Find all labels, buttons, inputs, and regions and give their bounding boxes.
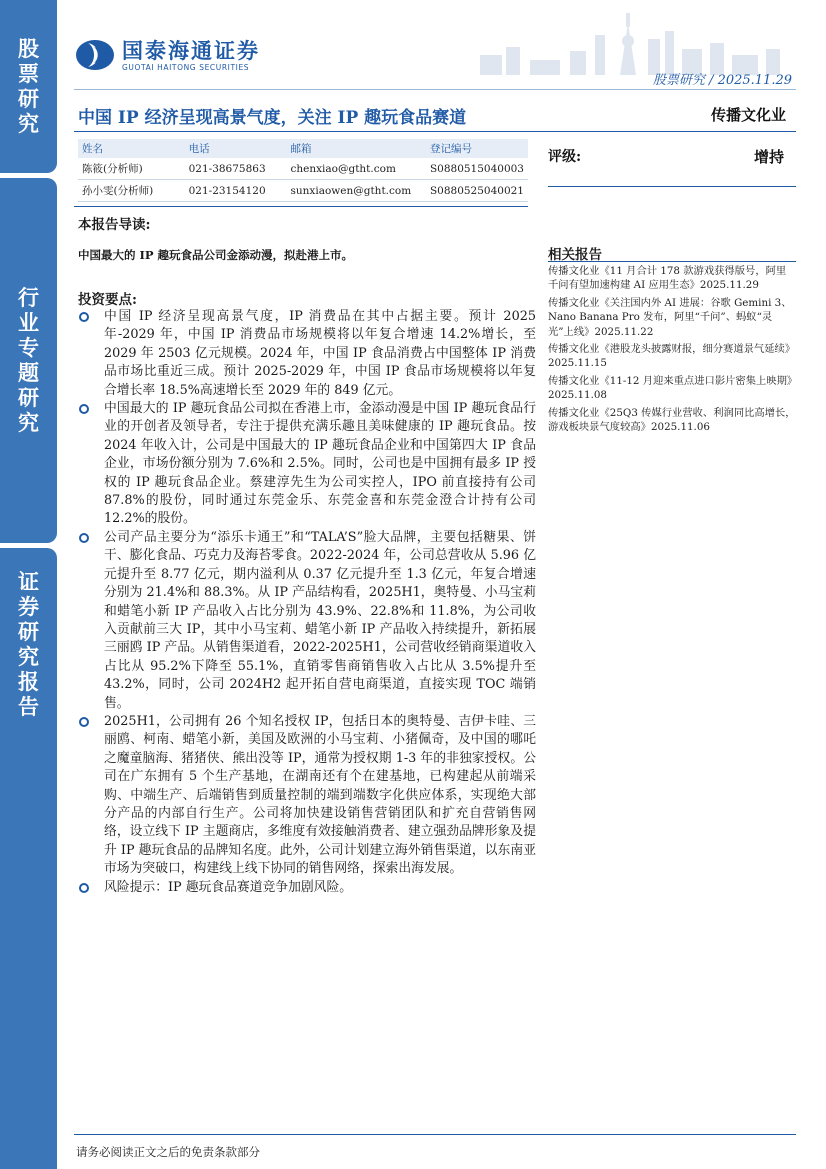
side-char: 研 — [18, 86, 39, 111]
point-text: 公司产品主要分为“添乐卡通王”和“TALA’S”脸大品牌，主要包括糖果、饼干、膨化食品、巧克力及海苔零食。2022-2024 年，公司总营收从 5.96 亿元提升至 8.77 亿元，期内溢利从 0.37 亿元提升至 1.3 亿元，年复合增速分别为 21.4%和 88.3%。从 IP 产品结构看，2025H1，奥特曼、小马宝莉和蜡笔小新 IP 产品收入占比分别为 43.9%、22.8%和 11.8%，为公司收入贡献前三大 IP，其中小马宝莉、蜡笔小新 IP 产品收入持续提升，新拓展三丽鸥 IP 产品。从销售渠道看，2022-2025H1，公司营收经销商渠道收入占比从 95.2%下降至 55.1%，直销零售商销售收入占比从 3.5%提升至 43.2%，同时，公司 2024H2 起开拓自营电商渠道，直接实现 TOC 端销售。 — [104, 529, 536, 711]
analyst-table-header — [78, 139, 528, 158]
related-report-link[interactable]: 传播文化业《25Q3 传媒行业营收、利润同比高增长，游戏板块景气度较高》2025.11.06 — [548, 406, 796, 434]
points-heading: 投资要点: — [78, 292, 137, 308]
related-reports-list — [548, 264, 796, 437]
point-text: 中国 IP 经济呈现高景气度，IP 消费品在其中占据主要。预计 2025 年-2029 年，中国 IP 消费品市场规模将以年复合增速 14.2%增长，至 2029 年 2503 亿元规模。2024 年，中国 IP 食品消费占中国整体 IP 消费品市场比重近三成。预计 2025-2029 年，中国 IP 食品市场规模将以年复合增长率 18.5%高速增长至 2029 年的 849 亿元。 — [104, 309, 536, 398]
related-divider — [548, 261, 796, 262]
analyst-name: 孙小雯(分析师) — [78, 180, 185, 202]
side-char: 票 — [18, 61, 39, 86]
logo-mark-icon — [74, 38, 116, 72]
point-text: 2025H1，公司拥有 26 个知名授权 IP，包括日本的奥特曼、吉伊卡哇、三丽鸥、柯南、蜡笔小新，美国及欧洲的小马宝莉、小猪佩奇，及中国的哪吒之魔童脑海、猪猪侠、熊出没等 IP，通常为授权期 1-3 年的非独家授权。公司在广东拥有 5 个生产基地，在湖南还有个在建基地，已构建起从前端采购、中端生产、后端销售到质量控制的端到端数字化供应体系，实现绝大部分产品的内部自行生产。公司将加快建设销售营销团队和扩充自营销售网络，设立线下 IP 主题商店，多维度有效接触消费者、建立强劲品牌形象及提升 IP 趣玩食品的品牌知名度。此外，公司计划建立海外销售渠道，以东南亚市场为突破口，构建线上线下协同的销售网络，探索出海发展。 — [104, 713, 536, 877]
related-report-link[interactable]: 传播文化业《11-12 月迎来重点进口影片密集上映期》2025.11.08 — [548, 374, 793, 402]
column-header-name: 姓名 — [78, 139, 185, 158]
analyst-email: sunxiaowen@gtht.com — [287, 180, 426, 202]
side-char: 专 — [18, 335, 39, 360]
side-char: 股 — [18, 36, 39, 61]
side-char: 究 — [18, 111, 39, 136]
side-tab-stock-research — [0, 0, 57, 173]
side-char: 研 — [18, 620, 39, 644]
investment-points-list — [76, 308, 536, 897]
industry-name: 传播文化业 — [710, 106, 786, 124]
side-char: 告 — [18, 695, 39, 719]
header-divider — [74, 89, 796, 90]
related-report-link[interactable]: 传播文化业《11 月合计 178 款游戏获得版号，阿里千问有望加速构建 AI 应用生态》2025.11.29 — [548, 265, 787, 292]
point-text: 风险提示：IP 趣玩食品赛道竞争加剧风险。 — [104, 879, 353, 895]
list-item — [76, 400, 536, 529]
guide-divider — [74, 206, 528, 207]
circle-bullet-icon — [79, 717, 89, 727]
table-row — [78, 180, 528, 202]
analyst-name: 陈筱(分析师) — [78, 158, 185, 180]
circle-bullet-icon — [79, 404, 89, 414]
title-divider — [74, 131, 796, 132]
logo-name-en: GUOTAI HAITONG SECURITIES — [122, 62, 250, 72]
company-logo — [74, 38, 260, 72]
related-report-link[interactable]: 传播文化业《港股龙头披露财报，细分赛道景气延续》2025.11.15 — [548, 343, 796, 370]
rating-label: 评级: — [548, 149, 582, 165]
footer-divider — [74, 1134, 796, 1135]
list-item — [76, 529, 536, 713]
logo-name-cn: 国泰海通证券 — [122, 38, 260, 63]
circle-bullet-icon — [79, 312, 89, 322]
circle-bullet-icon — [79, 533, 89, 543]
column-header-email: 邮箱 — [287, 139, 426, 158]
table-row — [78, 158, 528, 180]
side-char: 业 — [18, 310, 39, 335]
side-tab-industry-research — [0, 178, 57, 543]
analyst-registration: S0880525040021 — [426, 180, 528, 202]
list-item — [76, 879, 536, 897]
side-tab-securities-report — [0, 548, 57, 1169]
guide-heading: 本报告导读: — [78, 217, 151, 233]
side-char: 究 — [18, 645, 39, 669]
city-skyline-graphic — [470, 5, 800, 75]
column-header-phone: 电话 — [185, 139, 287, 158]
analyst-email: chenxiao@gtht.com — [287, 158, 426, 180]
side-char: 行 — [18, 285, 39, 310]
side-char: 究 — [18, 410, 39, 435]
circle-bullet-icon — [79, 883, 89, 893]
side-char: 研 — [18, 385, 39, 410]
analyst-table — [78, 139, 528, 202]
analyst-registration: S0880515040003 — [426, 158, 528, 180]
point-text: 中国最大的 IP 趣玩食品公司拟在香港上市，金添动漫是中国 IP 趣玩食品行业的开创者及领导者，专注于提供充满乐趣且美味健康的 IP 趣玩食品。按 2024 年收入计，公司是中国最大的 IP 趣玩食品企业和中国第四大 IP 食品企业，市场份额分别为 7.6%和 2.5%。同时，公司也是中国拥有最多 IP 授权的 IP 趣玩食品企业。蔡建淳先生为公司实控人，IPO 前直接持有公司 87.8%的股份，同时通过东莞金乐、东莞金喜和东莞金澄合计持有公司 12.2%的股份。 — [104, 401, 536, 527]
list-item — [76, 308, 536, 400]
report-type-date: 股票研究 / 2025.11.29 — [652, 73, 792, 88]
column-header-registration: 登记编号 — [426, 139, 528, 158]
related-report-link[interactable]: 传播文化业《关注国内外 AI 进展：谷歌 Gemini 3、Nano Banana Pro 发布，阿里“千问”、蚂蚁“灵光”上线》2025.11.22 — [548, 296, 792, 338]
side-char: 报 — [18, 670, 39, 694]
rating-divider — [548, 186, 796, 187]
related-reports-heading: 相关报告 — [548, 247, 602, 263]
guide-text: 中国最大的 IP 趣玩食品公司金添动漫，拟赴港上市。 — [78, 248, 354, 262]
disclaimer-note: 请务必阅读正文之后的免责条款部分 — [76, 1145, 260, 1159]
analyst-phone: 021-23154120 — [185, 180, 287, 202]
side-char: 题 — [18, 360, 39, 385]
side-char: 证 — [18, 570, 39, 594]
analyst-phone: 021-38675863 — [185, 158, 287, 180]
report-title: 中国 IP 经济呈现高景气度，关注 IP 趣玩食品赛道 — [78, 108, 467, 128]
side-char: 券 — [18, 595, 39, 619]
rating-value: 增持 — [753, 148, 784, 166]
list-item — [76, 713, 536, 879]
